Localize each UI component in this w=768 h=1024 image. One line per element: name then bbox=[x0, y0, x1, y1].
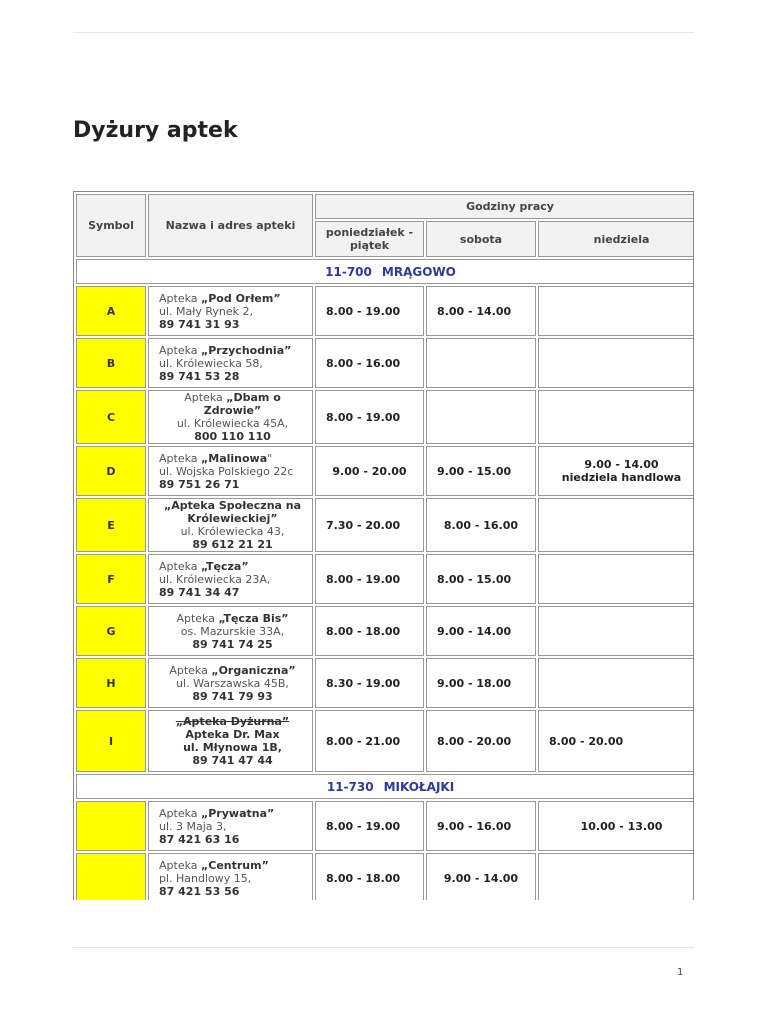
phone: 89 741 53 28 bbox=[159, 369, 240, 383]
saturday-hours: 9.00 - 14.00 bbox=[426, 606, 536, 656]
weekday-hours: 8.00 - 19.00 bbox=[315, 286, 424, 336]
table-row bbox=[76, 853, 694, 900]
sunday-hours-value: 9.00 - 14.00 bbox=[584, 458, 659, 471]
weekday-hours: 8.00 - 21.00 bbox=[315, 710, 424, 772]
pharmacy-name-cell bbox=[148, 658, 313, 708]
pharmacy-name: „Prywatna” bbox=[201, 806, 275, 820]
symbol-cell: E bbox=[76, 498, 146, 552]
name-prefix: Apteka bbox=[184, 391, 227, 404]
symbol-cell: G bbox=[76, 606, 146, 656]
phone: 800 110 110 bbox=[194, 430, 271, 443]
pharmacy-table-wrapper bbox=[73, 191, 694, 900]
name-prefix: Apteka bbox=[169, 663, 212, 677]
pharmacy-name-cell bbox=[148, 853, 313, 900]
pharmacy-name: „Tęcza Bis” bbox=[218, 611, 289, 625]
postal-code: 11-730 bbox=[326, 779, 374, 794]
saturday-hours bbox=[426, 338, 536, 388]
pharmacy-name: „Przychodnia” bbox=[201, 343, 292, 357]
name-prefix: Apteka bbox=[159, 858, 202, 872]
pharmacy-name: „Organiczna” bbox=[211, 663, 296, 677]
pharmacy-name: „Centrum” bbox=[201, 858, 269, 872]
pharmacy-name-cell bbox=[148, 710, 313, 772]
weekday-hours: 8.00 - 19.00 bbox=[315, 801, 424, 851]
phone: 87 421 53 56 bbox=[159, 884, 240, 898]
phone: 89 741 34 47 bbox=[159, 585, 240, 599]
pharmacy-name: „Malinowa bbox=[201, 451, 268, 465]
top-rule bbox=[73, 32, 694, 33]
sunday-note: niedziela handlowa bbox=[561, 471, 682, 484]
header-symbol: Symbol bbox=[76, 194, 146, 257]
address: pl. Handlowy 15, bbox=[159, 871, 252, 885]
page-title: Dyżury aptek bbox=[73, 118, 238, 143]
address: ul. Królewiecka 45A, bbox=[176, 417, 289, 430]
weekday-hours: 8.00 - 19.00 bbox=[315, 390, 424, 444]
bottom-rule bbox=[73, 947, 694, 948]
phone: 89 741 79 93 bbox=[192, 689, 273, 703]
pharmacy-name-cell bbox=[148, 498, 313, 552]
table-row bbox=[76, 446, 694, 496]
weekday-hours: 8.30 - 19.00 bbox=[315, 658, 424, 708]
town-header-mragowo bbox=[76, 259, 694, 284]
town-name: MRĄGOWO bbox=[381, 264, 456, 279]
symbol-cell: D bbox=[76, 446, 146, 496]
header-name: Nazwa i adres apteki bbox=[148, 194, 313, 257]
table-row bbox=[76, 801, 694, 851]
weekday-hours: 7.30 - 20.00 bbox=[315, 498, 424, 552]
sunday-hours: 8.00 - 20.00 bbox=[538, 710, 694, 772]
symbol-cell bbox=[76, 801, 146, 851]
symbol-cell: A bbox=[76, 286, 146, 336]
phone: 89 741 47 44 bbox=[192, 754, 273, 767]
header-saturday: sobota bbox=[426, 221, 536, 257]
address: ul. Królewiecka 43, bbox=[180, 525, 285, 538]
weekday-hours: 8.00 - 19.00 bbox=[315, 554, 424, 604]
name-prefix: Apteka bbox=[159, 291, 202, 305]
header-sunday: niedziela bbox=[538, 221, 694, 257]
sunday-hours bbox=[538, 606, 694, 656]
town-header-mikolajki bbox=[76, 774, 694, 799]
phone: 89 751 26 71 bbox=[159, 477, 240, 491]
name-suffix: " bbox=[267, 451, 273, 465]
table-row bbox=[76, 390, 694, 444]
pharmacy-name-cell bbox=[148, 286, 313, 336]
symbol-cell: I bbox=[76, 710, 146, 772]
phone: 89 741 74 25 bbox=[192, 637, 273, 651]
pharmacy-name: „Apteka Społeczna na Królewieckiej” bbox=[163, 499, 302, 525]
address: ul. Królewiecka 58, bbox=[159, 356, 263, 370]
header-weekdays: poniedziałek -piątek bbox=[315, 221, 424, 257]
address: ul. Warszawska 45B, bbox=[176, 676, 289, 690]
saturday-hours bbox=[426, 390, 536, 444]
saturday-hours: 8.00 - 14.00 bbox=[426, 286, 536, 336]
symbol-cell: C bbox=[76, 390, 146, 444]
pharmacy-duty-table bbox=[74, 192, 694, 900]
pharmacy-name-cell bbox=[148, 446, 313, 496]
weekday-hours: 9.00 - 20.00 bbox=[315, 446, 424, 496]
symbol-cell bbox=[76, 853, 146, 900]
table-row bbox=[76, 606, 694, 656]
pharmacy-name-cell bbox=[148, 801, 313, 851]
sunday-hours bbox=[538, 853, 694, 900]
pharmacy-name-cell bbox=[148, 390, 313, 444]
pharmacy-name-cell bbox=[148, 606, 313, 656]
table-row bbox=[76, 710, 694, 772]
saturday-hours: 9.00 - 15.00 bbox=[426, 446, 536, 496]
address: ul. Królewiecka 23A, bbox=[159, 572, 271, 586]
name-prefix: Apteka bbox=[159, 806, 202, 820]
struck-old-name: „Apteka Dyżurna” bbox=[175, 715, 290, 728]
saturday-hours: 8.00 - 16.00 bbox=[426, 498, 536, 552]
pharmacy-name-cell bbox=[148, 554, 313, 604]
symbol-cell: H bbox=[76, 658, 146, 708]
sunday-hours bbox=[538, 446, 694, 496]
town-name: MIKOŁAJKI bbox=[383, 779, 455, 794]
sunday-hours bbox=[538, 498, 694, 552]
address: ul. Wojska Polskiego 22c bbox=[159, 464, 294, 478]
name-prefix: Apteka bbox=[159, 451, 202, 465]
sunday-hours: 10.00 - 13.00 bbox=[538, 801, 694, 851]
address: ul. Mały Rynek 2, bbox=[159, 304, 254, 318]
saturday-hours: 9.00 - 14.00 bbox=[426, 853, 536, 900]
symbol-cell: B bbox=[76, 338, 146, 388]
name-prefix: Apteka bbox=[159, 343, 202, 357]
sunday-hours bbox=[538, 390, 694, 444]
pharmacy-name: „Pod Orłem” bbox=[201, 291, 281, 305]
saturday-hours: 9.00 - 16.00 bbox=[426, 801, 536, 851]
address: os. Mazurskie 33A, bbox=[180, 624, 285, 638]
postal-code: 11-700 bbox=[325, 264, 372, 279]
saturday-hours: 8.00 - 15.00 bbox=[426, 554, 536, 604]
saturday-hours: 8.00 - 20.00 bbox=[426, 710, 536, 772]
address: ul. 3 Maja 3, bbox=[159, 819, 227, 833]
address: ul. Młynowa 1B, bbox=[183, 741, 282, 754]
pharmacy-name: „Dbam o Zdrowie” bbox=[203, 391, 281, 417]
pharmacy-name: Apteka Dr. Max bbox=[185, 728, 280, 741]
table-row bbox=[76, 338, 694, 388]
pharmacy-name: „Tęcza” bbox=[201, 559, 249, 573]
phone: 89 612 21 21 bbox=[192, 538, 273, 551]
sunday-hours bbox=[538, 658, 694, 708]
table-row bbox=[76, 498, 694, 552]
saturday-hours: 9.00 - 18.00 bbox=[426, 658, 536, 708]
sunday-hours bbox=[538, 338, 694, 388]
page-number: 1 bbox=[677, 967, 684, 978]
table-row bbox=[76, 286, 694, 336]
phone: 89 741 31 93 bbox=[159, 317, 240, 331]
header-hours: Godziny pracy bbox=[315, 194, 694, 219]
name-prefix: Apteka bbox=[176, 611, 219, 625]
weekday-hours: 8.00 - 18.00 bbox=[315, 853, 424, 900]
phone: 87 421 63 16 bbox=[159, 832, 240, 846]
weekday-hours: 8.00 - 16.00 bbox=[315, 338, 424, 388]
sunday-hours bbox=[538, 554, 694, 604]
symbol-cell: F bbox=[76, 554, 146, 604]
weekday-hours: 8.00 - 18.00 bbox=[315, 606, 424, 656]
name-prefix: Apteka bbox=[159, 559, 202, 573]
table-row bbox=[76, 658, 694, 708]
table-row bbox=[76, 554, 694, 604]
pharmacy-name-cell bbox=[148, 338, 313, 388]
sunday-hours bbox=[538, 286, 694, 336]
